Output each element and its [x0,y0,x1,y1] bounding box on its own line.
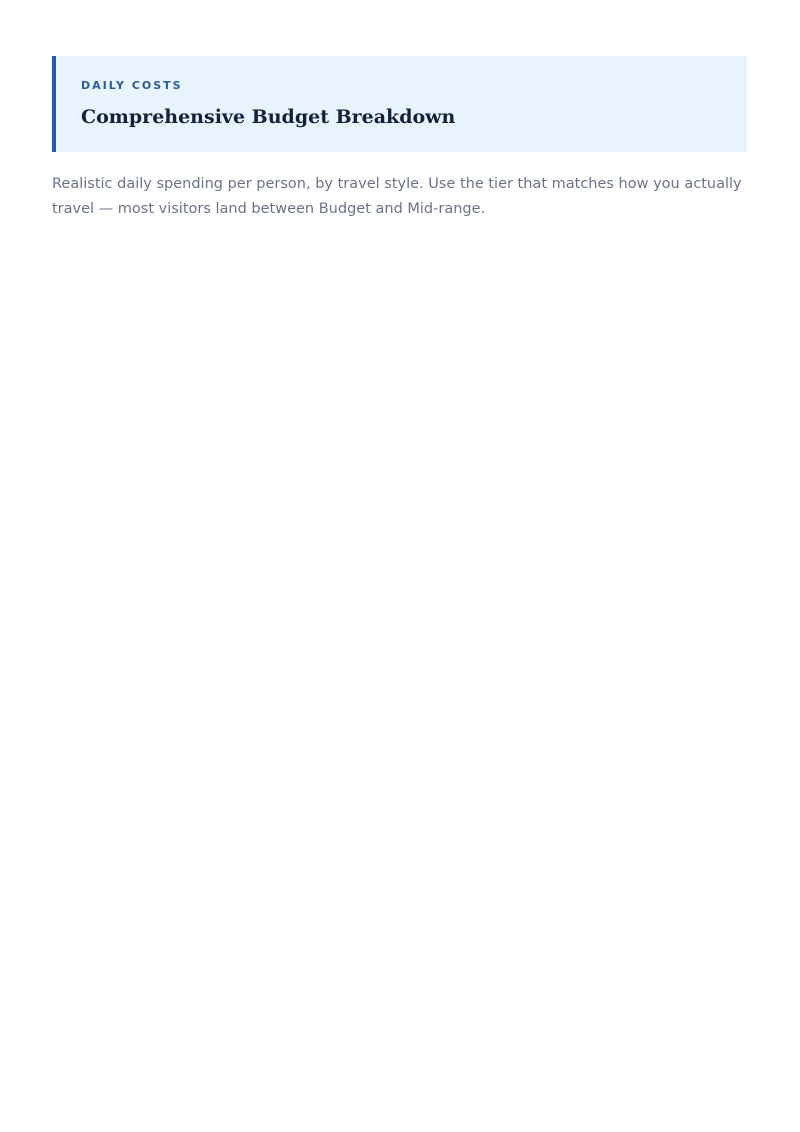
section-description: Realistic daily spending per person, by travel style. Use the tier that matches how you actually travel — most visitors land between Budget and Mid-range. [52,176,742,217]
section-header-callout [52,56,747,152]
page-content [52,56,747,222]
section-title: Comprehensive Budget Breakdown [81,106,456,128]
section-kicker: DAILY COSTS [81,79,183,92]
